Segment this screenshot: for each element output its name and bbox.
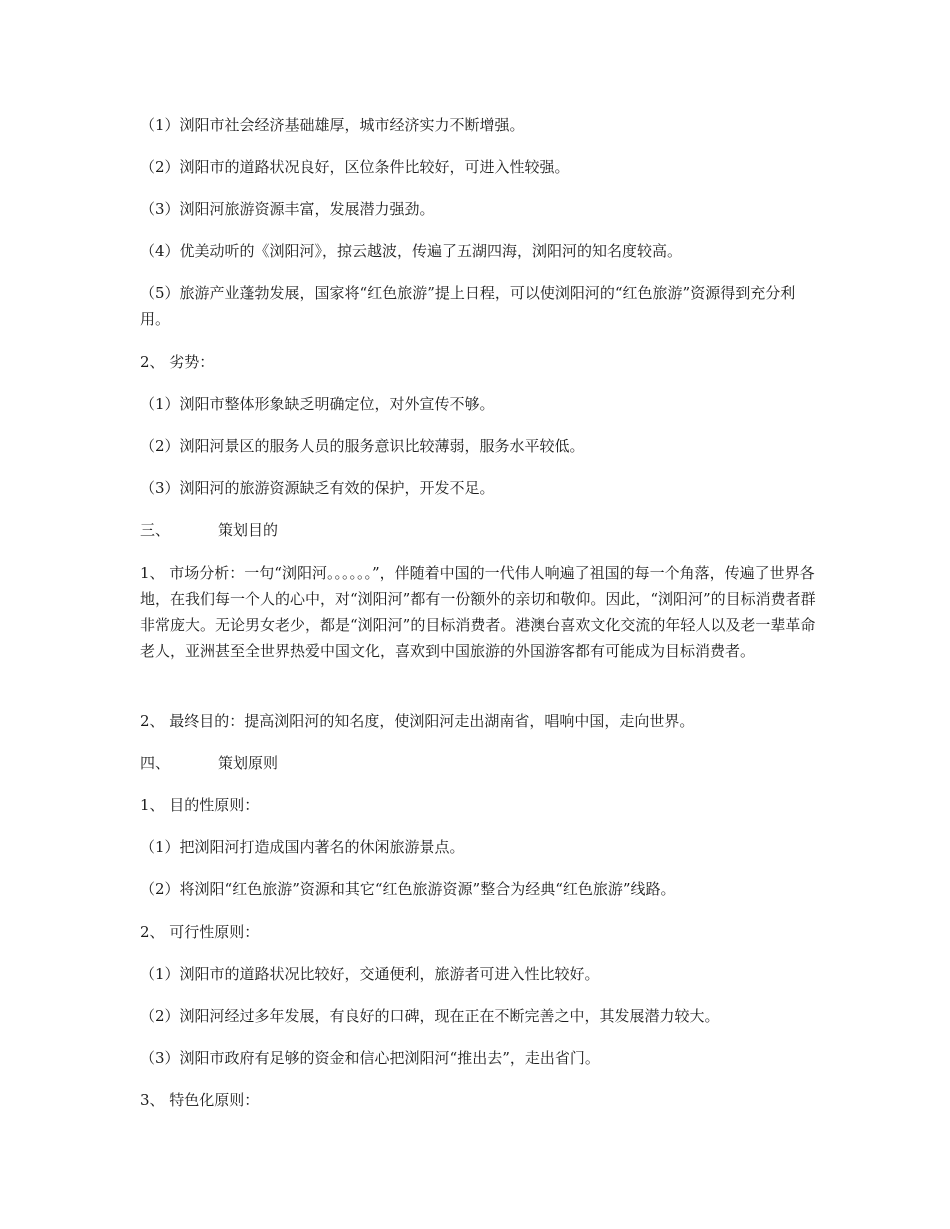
section-heading [140,753,820,773]
section-number: 四、 [140,754,171,772]
paragraph: 1、 市场分析：一句“浏阳河。。。。。。”，伴随着中国的一代伟人响遍了祖国的每一个角落，传遍了世界各地，在我们每一个人的心中，对“浏阳河”都有一份额外的亲切和敬仰。因此，“浏阳河”的目标消费者群非常庞大。无论男女老少，都是“浏阳河”的目标消费者。港澳台喜欢文化交流的年轻人以及老一辈革命老人，亚洲甚至全世界热爱中国文化，喜欢到中国旅游的外国游客都有可能成为目标消费者。 [140,564,816,660]
subheading: 2、 可行性原则： [140,923,260,941]
paragraph: （2）将浏阳“红色旅游”资源和其它“红色旅游资源”整合为经典“红色旅游”线路。 [140,880,676,898]
section-title: 策划原则 [218,754,279,772]
section-heading [140,520,820,540]
paragraph: （2）浏阳河景区的服务人员的服务意识比较薄弱，服务水平较低。 [140,437,585,455]
paragraph: （2）浏阳市的道路状况良好，区位条件比较好，可进入性较强。 [140,158,570,176]
paragraph: （1）浏阳市的道路状况比较好，交通便利，旅游者可进入性比较好。 [140,965,600,983]
section-title: 策划目的 [218,521,279,539]
paragraph: （2）浏阳河经过多年发展，有良好的口碑，现在正在不断完善之中，其发展潜力较大。 [140,1007,720,1025]
paragraph: （4）优美动听的《浏阳河》，掠云越波，传遍了五湖四海，浏阳河的知名度较高。 [140,242,683,260]
paragraph: （5）旅游产业蓬勃发展，国家将“红色旅游”提上日程，可以使浏阳河的“红色旅游”资源得到充分利用。 [140,284,796,328]
paragraph: （1）把浏阳河打造成国内著名的休闲旅游景点。 [140,838,465,856]
paragraph: 2、 最终目的：提高浏阳河的知名度，使浏阳河走出湖南省，唱响中国，走向世界。 [140,712,695,730]
subheading: 3、 特色化原则： [140,1091,260,1109]
section-number: 三、 [140,521,171,539]
paragraph: （3）浏阳市政府有足够的资金和信心把浏阳河“推出去”，走出省门。 [140,1049,600,1067]
paragraph: （3）浏阳河的旅游资源缺乏有效的保护，开发不足。 [140,479,495,497]
paragraph: （3）浏阳河旅游资源丰富，发展潜力强劲。 [140,200,435,218]
paragraph: （1）浏阳市整体形象缺乏明确定位，对外宣传不够。 [140,395,495,413]
subheading: 2、 劣势： [140,353,215,371]
paragraph: （1）浏阳市社会经济基础雄厚，城市经济实力不断增强。 [140,116,525,134]
subheading: 1、 目的性原则： [140,796,260,814]
